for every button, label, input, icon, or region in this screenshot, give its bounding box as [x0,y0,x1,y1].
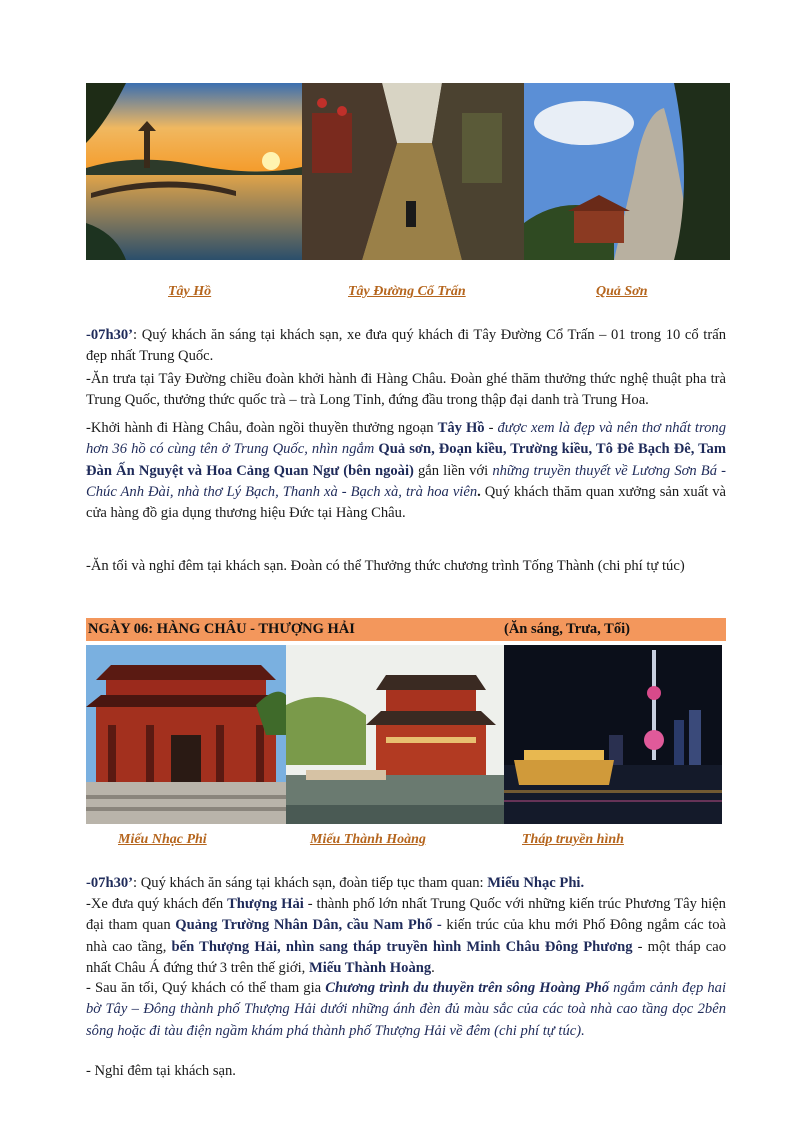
highlight-ben-thuong-hai: bến Thượng Hải, nhìn sang tháp truyền hình Minh Châu Đông Phương [171,938,633,955]
caption-qua-son[interactable]: Quả Sơn [596,284,648,299]
paragraph-shanghai [86,894,726,979]
paragraph-morning [86,325,726,368]
paragraph-hangzhou [86,418,726,524]
photo-thap-truyen-hinh [504,645,722,824]
paragraph-day6-morning [86,873,726,894]
day-heading-band [86,618,726,641]
caption-thap-truyen-hinh[interactable]: Tháp truyền hình [522,832,624,847]
highlight-mieu-nhac-phi: Miếu Nhạc Phi. [487,875,585,891]
caption-tay-duong-co-tran[interactable]: Tây Đường Cổ Trấn [348,284,466,299]
text-run: - một tháp cao nhất Châu Á đứng thứ 3 trên thế giới, [86,938,727,976]
highlight-quang-truong: Quảng Trường Nhân Dân, cầu Nam Phố - [175,917,442,934]
photo-mieu-nhac-phi [86,645,286,824]
text-run: -Xe đưa quý khách đến [86,896,228,912]
text-run: kiến trúc của khu mới Phố Đông ngắm các toà nhà cao tầng, [86,917,727,955]
photo-qua-son [524,83,730,260]
italic-run: ngắm cảnh đẹp hai bờ Tây – Đông thành phố Thượng Hải dưới những ánh đèn đủ màu sắc của các toà nhà cao tầng dọc 2bên sông hoặc đi tàu điện ngầm khám phá thành phố Thượng Hải về đêm (chi phí tự túc). [86,980,726,1039]
highlight-thuong-hai: Thượng Hải [227,896,304,912]
paragraph-text: -Ăn trưa tại Tây Đường chiều đoàn khởi hành đi Hàng Châu. Đoàn ghé thăm thưởng thức nghệ thuật pha trà Trung Quốc, thưởng thức quốc trà – trà Long Tỉnh, đứng đầu trong thập đại danh trà Trung Hoa. [86,371,726,409]
photo-tay-ho [86,83,302,260]
text-run: - [484,420,498,436]
paragraph-overnight [86,1061,726,1082]
highlight-cruise: Chương trình du thuyền trên sông Hoàng Phố [325,980,610,996]
day-meals: (Ăn sáng, Trưa, Tối) [504,621,630,637]
paragraph-cruise [86,978,726,1042]
text-run: -Khởi hành đi Hàng Châu, đoàn ngồi thuyền thưởng ngoạn [86,420,438,436]
caption-mieu-thanh-hoang[interactable]: Miếu Thành Hoàng [310,832,426,847]
text-run: : Quý khách ăn sáng tại khách sạn, đoàn tiếp tục tham quan: [133,875,488,891]
text-run: . [431,959,435,976]
italic-run: được xem là đẹp và nên thơ nhất trong hơn 36 hồ có cùng tên ở Trung Quốc, nhìn ngắm [86,420,726,458]
highlight-mieu-thanh-hoang: Miếu Thành Hoàng [308,959,432,976]
caption-mieu-nhac-phi[interactable]: Miếu Nhạc Phi [118,832,207,847]
highlight-tay-ho: Tây Hồ [437,420,485,436]
text-run: . [477,483,485,500]
paragraph-evening [86,556,726,577]
photo-mieu-thanh-hoang [286,645,504,824]
paragraph-text: -Ăn tối và nghỉ đêm tại khách sạn. Đoàn có thể Thưởng thức chương trình Tống Thành (chi phí tự túc) [86,558,685,574]
time-label: -07h30’ [86,875,134,891]
text-run: - thành phố lớn nhất Trung Quốc với những kiến trúc Phương Tây hiện đại tham quan [86,896,726,934]
highlight-sights: Quả sơn, Đoạn kiều, Trường kiều, Tô Đê Bạch Đê, Tam Đàn Ấn Nguyệt và Hoa Cảng Quan Ngư (bên ngoài) [86,441,726,479]
text-run: Quý khách thăm quan xưởng sản xuất và cửa hàng đồ gia dụng thương hiệu Đức tại Hàng Châu. [86,483,727,522]
day-title: NGÀY 06: HÀNG CHÂU - THƯỢNG HẢI [88,621,355,637]
caption-tay-ho[interactable]: Tây Hồ [168,284,212,299]
italic-run: những truyền thuyết về Lương Sơn Bá - Chúc Anh Đài, nhà thơ Lý Bạch, Thanh xà - Bạch xà, trà hoa viên [86,462,726,500]
paragraph-lunch [86,369,726,412]
text-run: - Nghỉ đêm tại khách sạn. [86,1063,236,1079]
photo-tay-duong-co-tran [302,83,524,260]
paragraph-text: : Quý khách ăn sáng tại khách sạn, xe đưa quý khách đi Tây Đường Cổ Trấn – 01 trong 10 cổ trấn đẹp nhất Trung Quốc. [86,327,726,365]
time-label: -07h30’ [86,327,134,343]
text-run: gắn liền với [413,462,493,479]
text-run: - Sau ăn tối, Quý khách có thể tham gia [86,980,326,996]
